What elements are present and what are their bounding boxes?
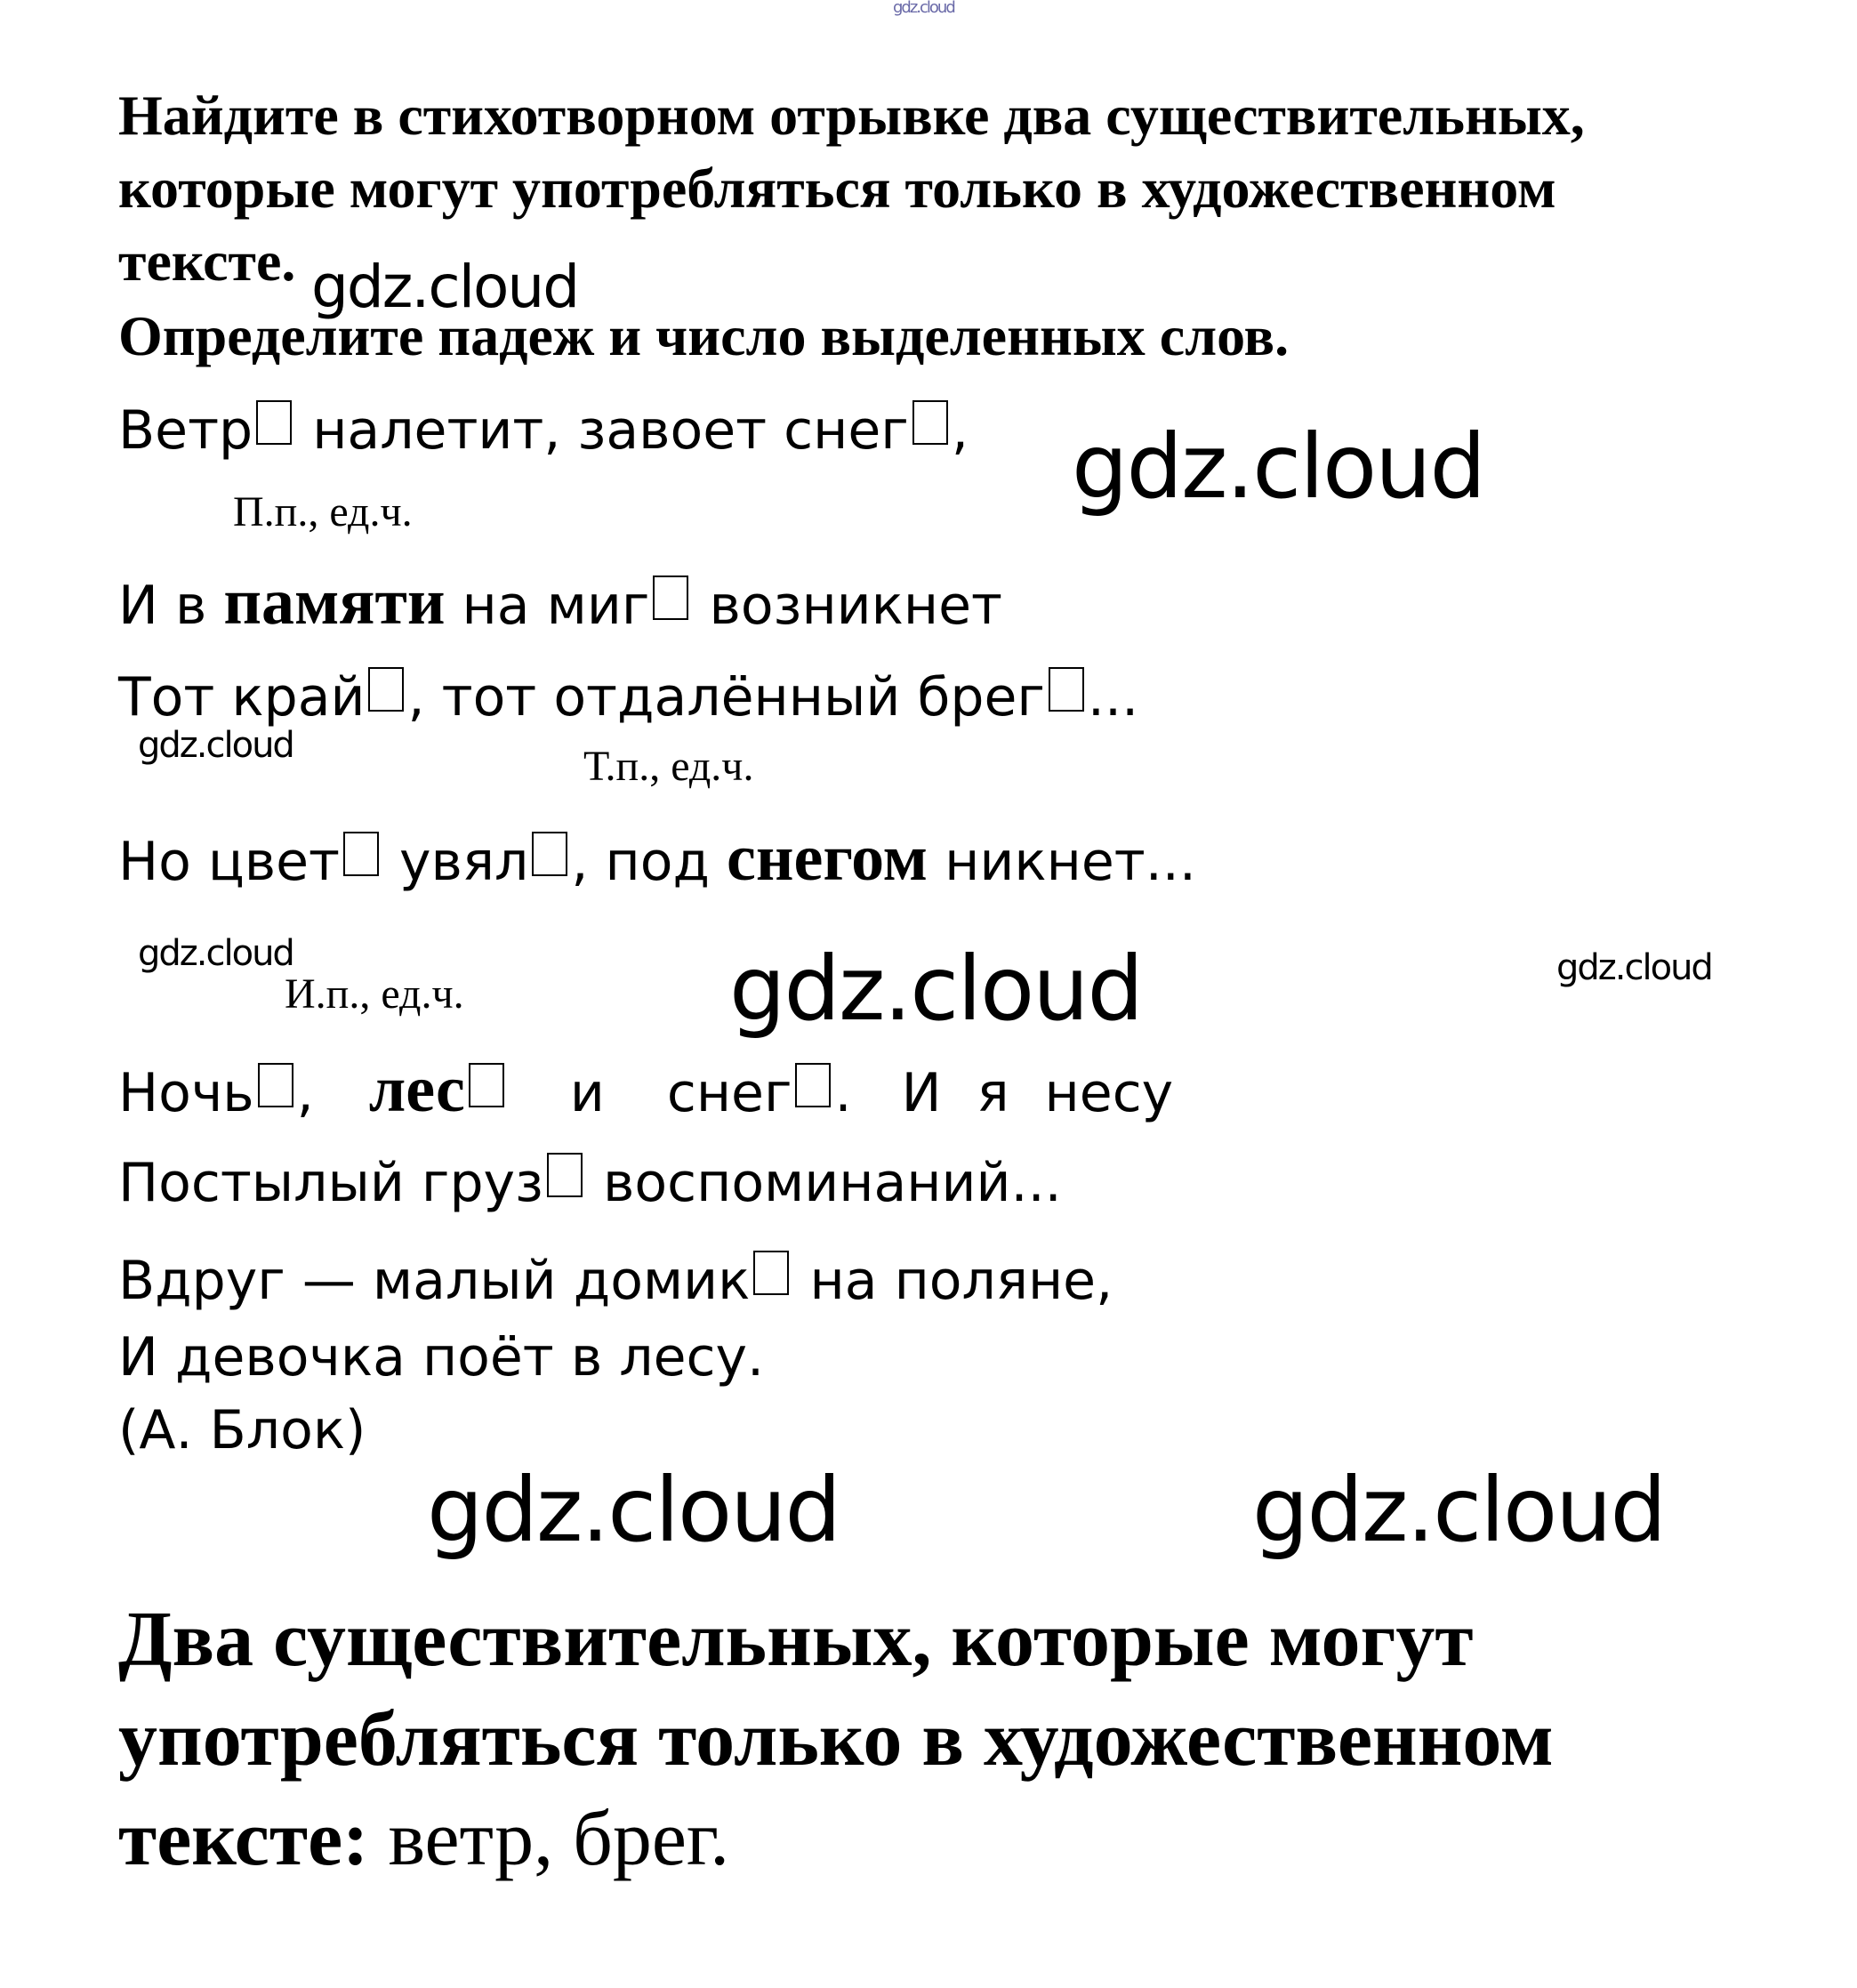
poem-line-7: Вдруг — малый домик на поляне, <box>118 1250 1113 1312</box>
watermark-2: gdz.cloud <box>1072 415 1485 519</box>
answer-line-2: употребляться только в художественном <box>118 1696 1554 1783</box>
answer-line-3: тексте: ветр, брег. <box>118 1796 730 1882</box>
watermark-3: gdz.cloud <box>138 725 293 766</box>
ending-box <box>343 832 379 876</box>
poem-line-6: Постылый груз воспоминаний... <box>118 1152 1062 1214</box>
poem-line-5: Ночь , лес и снег . И я несу <box>118 1053 1174 1126</box>
poem-line-8: И девочка поёт в лесу. <box>118 1326 765 1388</box>
ending-box <box>532 832 567 876</box>
watermark-4: gdz.cloud <box>138 933 293 974</box>
ending-box <box>1049 667 1084 712</box>
annotation-snegom: Т.п., ед.ч. <box>583 743 754 790</box>
word-vetr: Ветр <box>118 399 253 462</box>
poem-line-1: Ветр налетит, завоет снег , <box>118 399 969 462</box>
ending-box <box>795 1063 831 1107</box>
task-line-4: Определите падеж и число выделенных слов. <box>118 304 1290 367</box>
watermark-1: gdz.cloud <box>311 253 579 321</box>
task-line-2: которые могут употребляться только в художественном <box>118 157 1556 220</box>
word-pamyati: памяти <box>223 566 446 639</box>
poem-line-4: Но цвет увял , под снегом никнет... <box>118 822 1196 895</box>
poem-line-3: Тот край , тот отдалённый брег ... <box>118 666 1139 728</box>
poem-author: (А. Блок) <box>118 1399 366 1461</box>
watermark-5: gdz.cloud <box>1556 947 1712 988</box>
annotation-pamyati: П.п., ед.ч. <box>233 488 413 535</box>
ending-box <box>547 1153 583 1197</box>
watermark-6: gdz.cloud <box>729 937 1143 1041</box>
annotation-les: И.п., ед.ч. <box>285 970 464 1018</box>
ending-box <box>256 400 292 445</box>
ending-box <box>368 667 404 712</box>
ending-box <box>912 400 948 445</box>
watermark-8: gdz.cloud <box>1252 1458 1666 1562</box>
word-breg: , тот отдалённый брег <box>407 666 1045 728</box>
watermark-top: gdz.cloud <box>893 0 954 17</box>
ending-box <box>469 1063 504 1107</box>
task-line-3: тексте. <box>118 229 296 293</box>
ending-box <box>753 1251 789 1295</box>
ending-box <box>653 575 688 620</box>
watermark-7: gdz.cloud <box>427 1458 840 1562</box>
ending-box <box>258 1063 293 1107</box>
word-les: лес <box>368 1053 465 1126</box>
word-snegom: снегом <box>727 822 928 895</box>
task-line-1: Найдите в стихотворном отрывке два существительных, <box>118 84 1585 147</box>
answer-words: ветр, брег. <box>368 1796 730 1882</box>
poem-line-2: И в памяти на миг возникнет <box>118 566 1002 639</box>
answer-line-1: Два существительных, которые могут <box>118 1597 1474 1683</box>
